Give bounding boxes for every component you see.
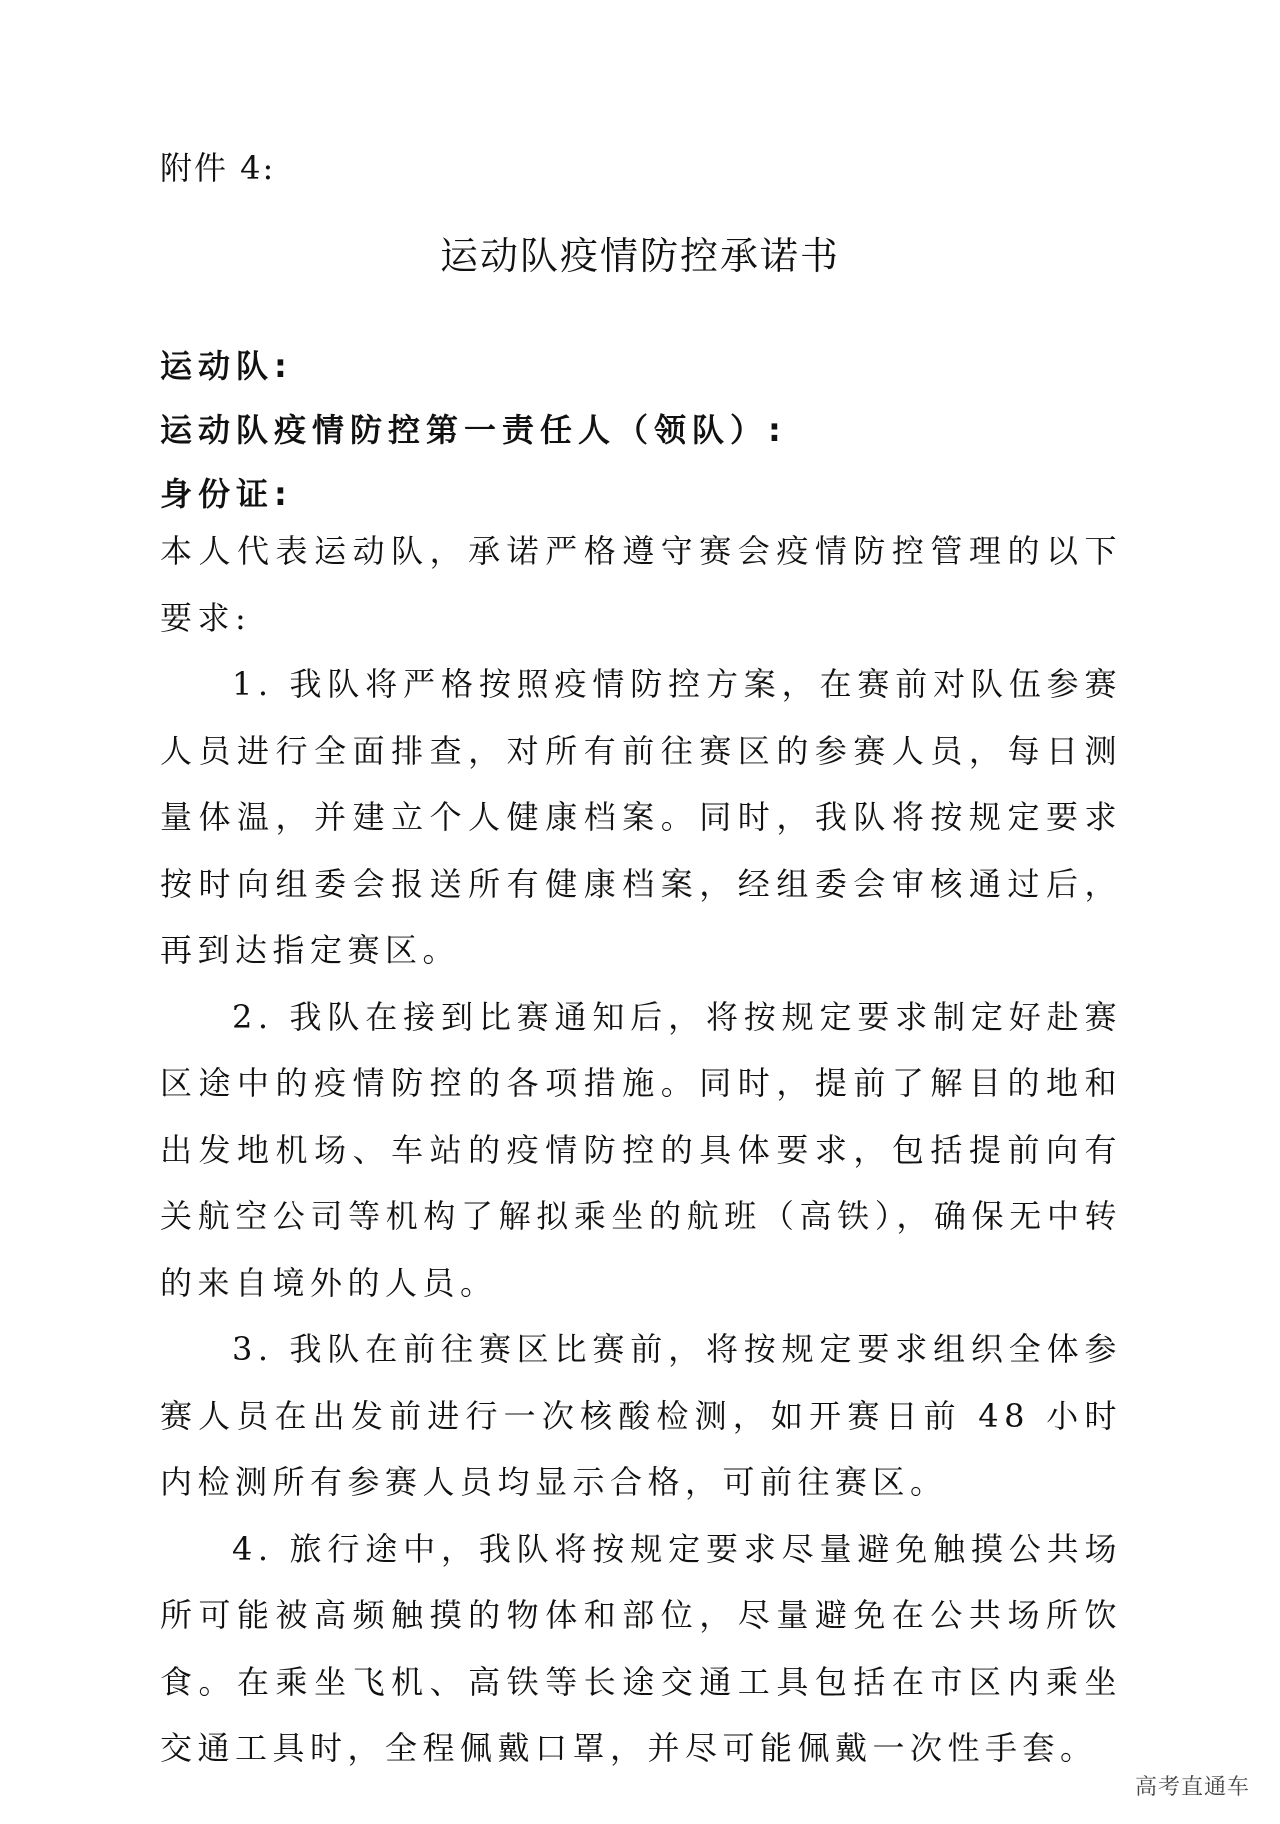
commitment-item-1: 1. 我队将严格按照疫情防控方案，在赛前对队伍参赛人员进行全面排查，对所有前往赛区的参赛人员，每日测量体温，并建立个人健康档案。同时，我队将按规定要求按时向组委会报送所有健康档案，经组委会审核通过后，再到达指定赛区。: [160, 665, 1122, 969]
commitment-item-2: 2. 我队在接到比赛通知后，将按规定要求制定好赴赛区途中的疫情防控的各项措施。同时，提前了解目的地和出发地机场、车站的疫情防控的具体要求，包括提前向有关航空公司等机构了解拟乘坐的航班（高铁），确保无中转的来自境外的人员。: [160, 997, 1122, 1302]
document-title: 运动队疫情防控承诺书: [439, 234, 840, 278]
id-card-field-label: 身份证:: [160, 475, 293, 513]
commitment-body: [160, 518, 1122, 1782]
intro-paragraph: 本人代表运动队，承诺严格遵守赛会疫情防控管理的以下要求:: [160, 532, 1122, 637]
attachment-label: 附件 4:: [160, 149, 276, 187]
responsible-person-field-label: 运动队疫情防控第一责任人（领队）:: [160, 411, 787, 449]
watermark-text: 高考直通车: [1134, 1775, 1250, 1800]
commitment-item-3: 3. 我队在前往赛区比赛前，将按规定要求组织全体参赛人员在出发前进行一次核酸检测，如开赛日前 48 小时内检测所有参赛人员均显示合格，可前往赛区。: [160, 1330, 1122, 1501]
header-fields: [160, 334, 1120, 526]
commitment-item-4: 4. 旅行途中，我队将按规定要求尽量避免触摸公共场所可能被高频触摸的物体和部位，尽量避免在公共场所饮食。在乘坐飞机、高铁等长途交通工具包括在市区内乘坐交通工具时，全程佩戴口罩，并尽可能佩戴一次性手套。: [160, 1529, 1122, 1767]
team-field-label: 运动队:: [160, 347, 293, 385]
